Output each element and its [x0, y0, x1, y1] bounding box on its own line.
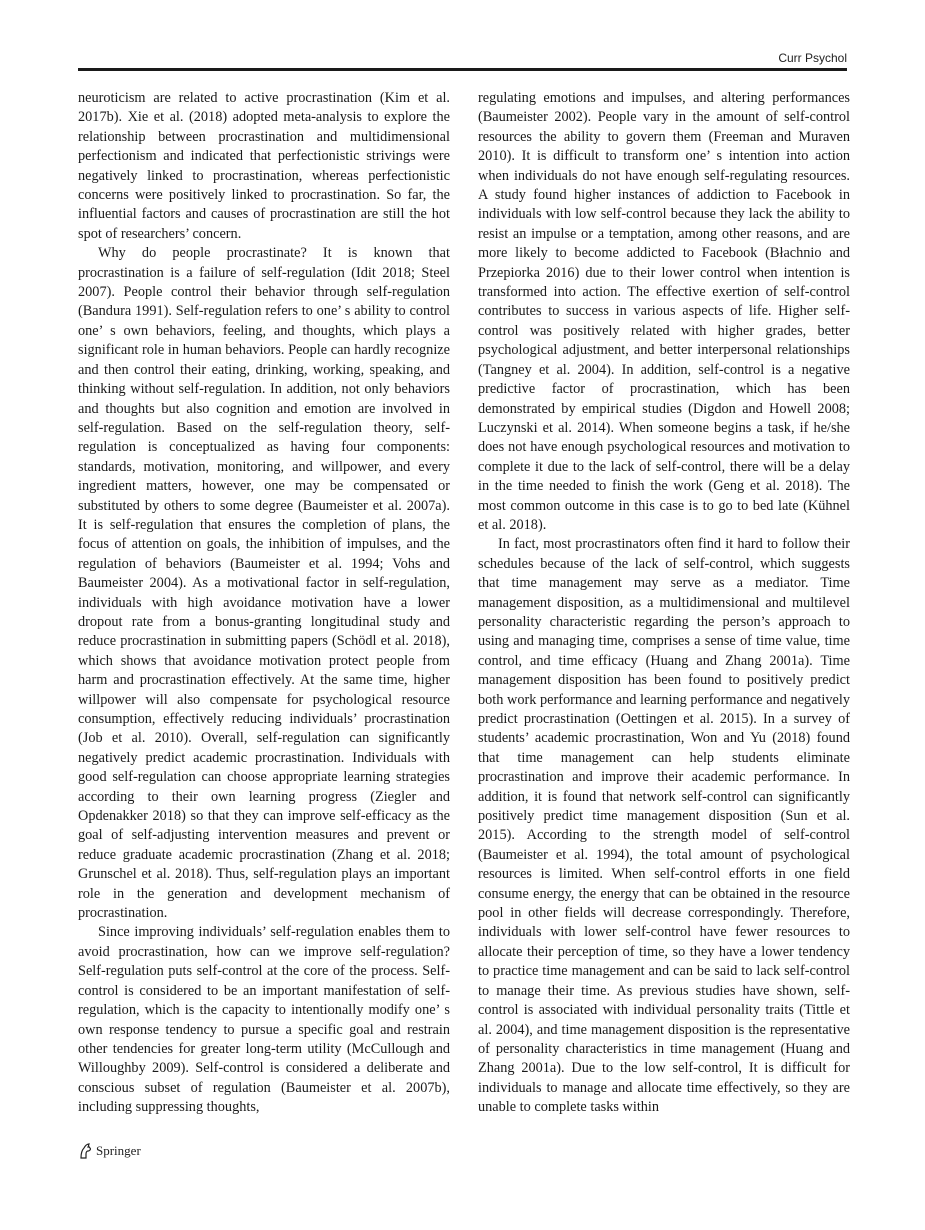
springer-horse-icon [78, 1143, 92, 1159]
running-header-journal: Curr Psychol [778, 51, 847, 65]
paragraph: neuroticism are related to active procrastination (Kim et al. 2017b). Xie et al. (2018) adopted meta-analysis to explore the relationship between procrastination and multidimensional perfectionism and indicated that perfectionistic strivings were negatively linked to procrastination, whereas perfectionistic concerns were positively linked to procrastination. So far, the influential factors and causes of procrastination are still the hot spot of researchers’ concern. [78, 90, 450, 242]
paragraph: regulating emotions and impulses, and altering performances (Baumeister 2002). People vary in the amount of self-control resources the ability to govern them (Freeman and Muraven 2010). It is difficult to transform one’ s intention into action when individuals do not have enough self-regulating resources. A study found higher instances of addiction to Facebook in individuals with low self-control because they lack the ability to resist an impulse or a temptation, among other reasons, and are more likely to become addicted to Facebook (Błachnio and Przepiorka 2016) due to their lower control when intention is transformed into action. The effective exertion of self-control contributes to success in various aspects of life. Higher self-control was positively related with higher grades, better psychological adjustment, and better interpersonal relationships (Tangney et al. 2004). In addition, self-control is a negative predictive factor of procrastination, which has been demonstrated by empirical studies (Digdon and Howell 2008; Luczynski et al. 2014). When someone begins a task, if he/she does not have enough psychological resources and motivation to complete it due to the lack of self-control, there will be a delay in the time needed to finish the work (Geng et al. 2018). The most common outcome in this case is to go to bed late (Kühnel et al. 2018). [478, 90, 850, 533]
footer [78, 1143, 141, 1159]
paragraph: Since improving individuals’ self-regulation enables them to avoid procrastination, how can we improve self-regulation? Self-regulation puts self-control at the core of the process. Self-control is considered to be an important manifestation of self-regulation, which is the capacity to intentionally modify one’ s own response tendency to pursue a specific goal and restrain other tendencies for greater long-term utility (McCullough and Willoughby 2009). Self-control is considered a deliberate and conscious subset of regulation (Baumeister et al. 2007b), including suppressing thoughts, [78, 924, 450, 1116]
right-column [478, 89, 850, 1118]
header-rule [78, 68, 847, 71]
publisher-name: Springer [96, 1143, 141, 1158]
left-column [78, 89, 450, 1118]
paragraph: Why do people procrastinate? It is known that procrastination is a failure of self-regulation (Idit 2018; Steel 2007). People control their behavior through self-regulation (Bandura 1991). Self-regulation refers to one’ s ability to control one’ s own behaviors, feeling, and thoughts, which plays a significant role in human behaviors. People can hardly recognize and then control their eating, drinking, working, speaking, and thinking without self-regulation. In addition, not only behaviors and thoughts but also cognition and emotion are involved in self-regulation. Based on the self-regulation theory, self-regulation is conceptualized as having four components: standards, motivation, monitoring, and willpower, and every ingredient matters, however, one may be compensated or substituted by others to some degree (Baumeister et al. 2007a). It is self-regulation that ensures the completion of plans, the focus of attention on goals, the inhibition of impulses, and the regulation of behaviors (Baumeister et al. 1994; Vohs and Baumeister 2004). As a motivational factor in self-regulation, individuals with high avoidance motivation have a lower dropout rate from a bonus-granting longitudinal study and reduce procrastination in submitting papers (Schödl et al. 2018), which shows that avoidance motivation protect people from harm and procrastination effectively. At the same time, higher willpower will also compensate for psychological resource consumption, effectively reducing individuals’ procrastination (Job et al. 2010). Overall, self-regulation can significantly negatively predict academic procrastination. Individuals with good self-regulation can choose appropriate learning strategies according to their own learning progress (Ziegler and Opdenakker 2018) so that they can improve self-efficacy as the goal of self-adjusting intervention measures and prevent or reduce graduate academic procrastination (Zhang et al. 2018; Grunschel et al. 2018). Thus, self-regulation plays an important role in the generation and development mechanism of procrastination. [78, 245, 450, 922]
paragraph: In fact, most procrastinators often find it hard to follow their schedules because of the lack of self-control, which suggests that time management may serve as a mediator. Time management disposition, as a multidimensional and multilevel personality characteristic regarding the person’s approach to using and managing time, comprises a sense of time value, time control, and time efficacy (Huang and Zhang 2001a). Time management disposition has been found to positively predict both work performance and learning performance and negatively predict procrastination (Oettingen et al. 2015). In a survey of students’ academic procrastination, Won and Yu (2018) found that time management can help students eliminate procrastination and improve their academic performance. In addition, it is found that network self-control can significantly positively predict time management disposition (Sun et al. 2015). According to the strength model of self-control (Baumeister et al. 1994), the total amount of psychological resources is limited. When self-control efforts in one field consume energy, the energy that can be obtained in the resource pool in other fields will decrease correspondingly. Therefore, individuals with lower self-control have fewer resources to allocate their perception of time, so they have a lower tendency to practice time management and can be said to lack self-control to manage their time. As previous studies have shown, self-control is associated with individual personality traits (Tittle et al. 2004), and time management disposition is the representative of personality characteristics in time management (Huang and Zhang 2001a). Due to the low self-control, It is difficult for individuals to manage and allocate time effectively, so they are unable to complete tasks within [478, 536, 850, 1116]
